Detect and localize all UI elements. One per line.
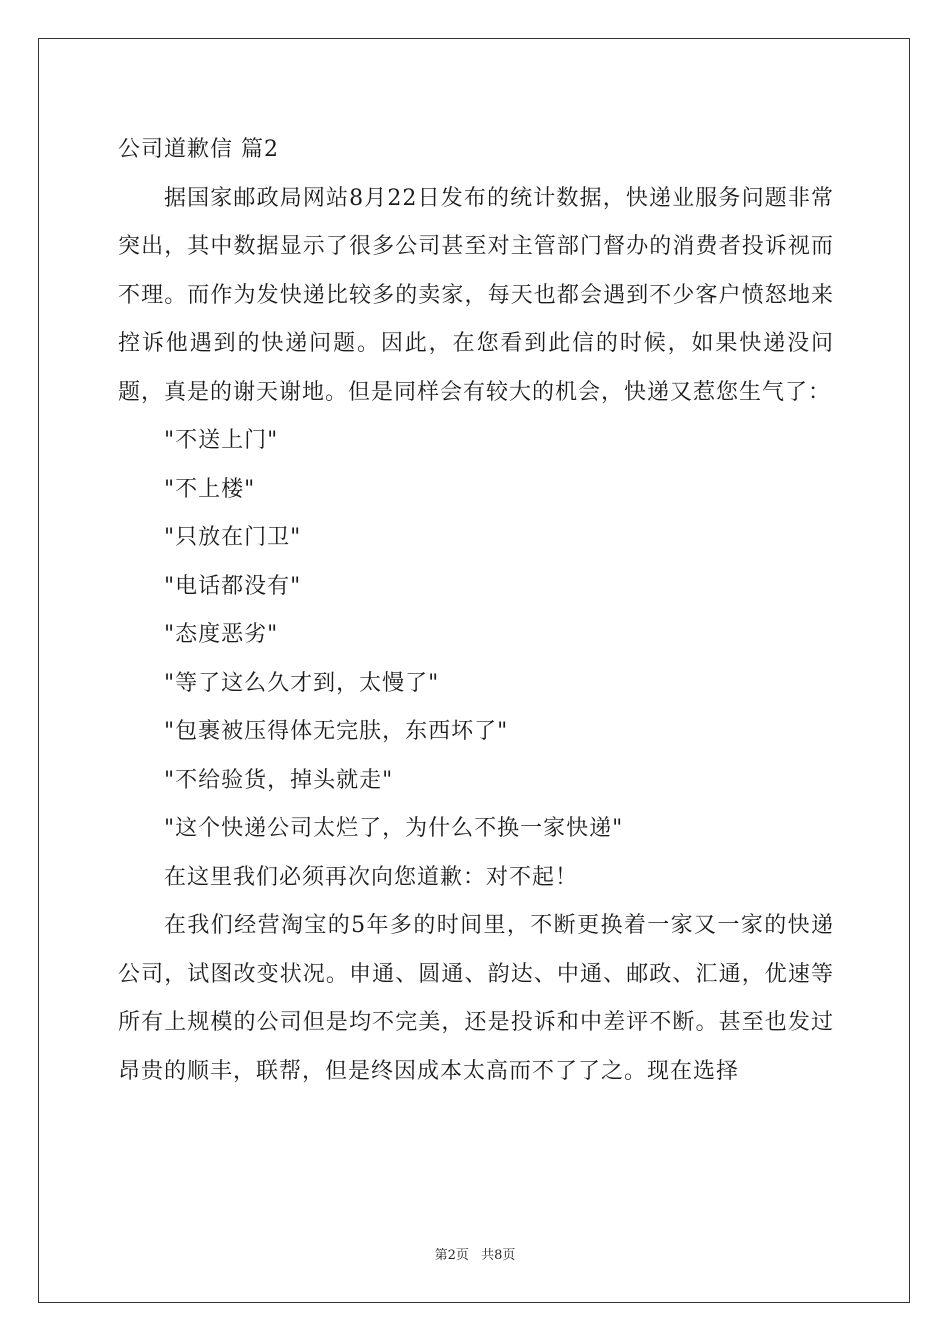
page-total: 共8页 <box>481 1248 516 1263</box>
document-body <box>118 126 834 1096</box>
complaint-item: "只放在门卫" <box>164 525 302 550</box>
page-number: 第2页 <box>434 1248 469 1263</box>
complaint-item: "不送上门" <box>164 428 279 453</box>
complaint-item: "不给验货，掉头就走" <box>164 767 394 793</box>
complaint-item: "态度恶劣" <box>164 622 279 647</box>
document-title: 公司道歉信 篇2 <box>118 137 279 162</box>
complaint-item: "包裹被压得体无完肤，东西坏了" <box>164 719 509 744</box>
complaint-item: "不上楼" <box>164 476 256 502</box>
paragraph-history: 在我们经营淘宝的5年多的时间里，不断更换着一家又一家的快递公司，试图改变状况。申通、圆通、韵达、中通、邮政、汇通，优速等所有上规模的公司但是均不完美，还是投诉和中差评不断。甚至也发过昂贵的顺丰，联帮，但是终因成本太高而不了了之。现在选择 <box>118 913 834 1084</box>
complaint-item: "电话都没有" <box>164 573 302 599</box>
page-footer <box>0 1244 950 1263</box>
paragraph-intro: 据国家邮政局网站8月22日发布的统计数据，快递业服务问题非常突出，其中数据显示了很多公司甚至对主管部门督办的消费者投诉视而不理。而作为发快递比较多的卖家，每天也都会遇到不少客户愤怒地来控诉他遇到的快递问题。因此，在您看到此信的时候，如果快递没问题，真是的谢天谢地。但是同样会有较大的机会，快递又惹您生气了： <box>118 185 834 405</box>
complaint-item: "等了这么久才到，太慢了" <box>164 670 440 696</box>
apology-line: 在这里我们必须再次向您道歉：对不起！ <box>164 864 579 890</box>
complaint-item: "这个快递公司太烂了，为什么不换一家快递" <box>164 816 624 841</box>
